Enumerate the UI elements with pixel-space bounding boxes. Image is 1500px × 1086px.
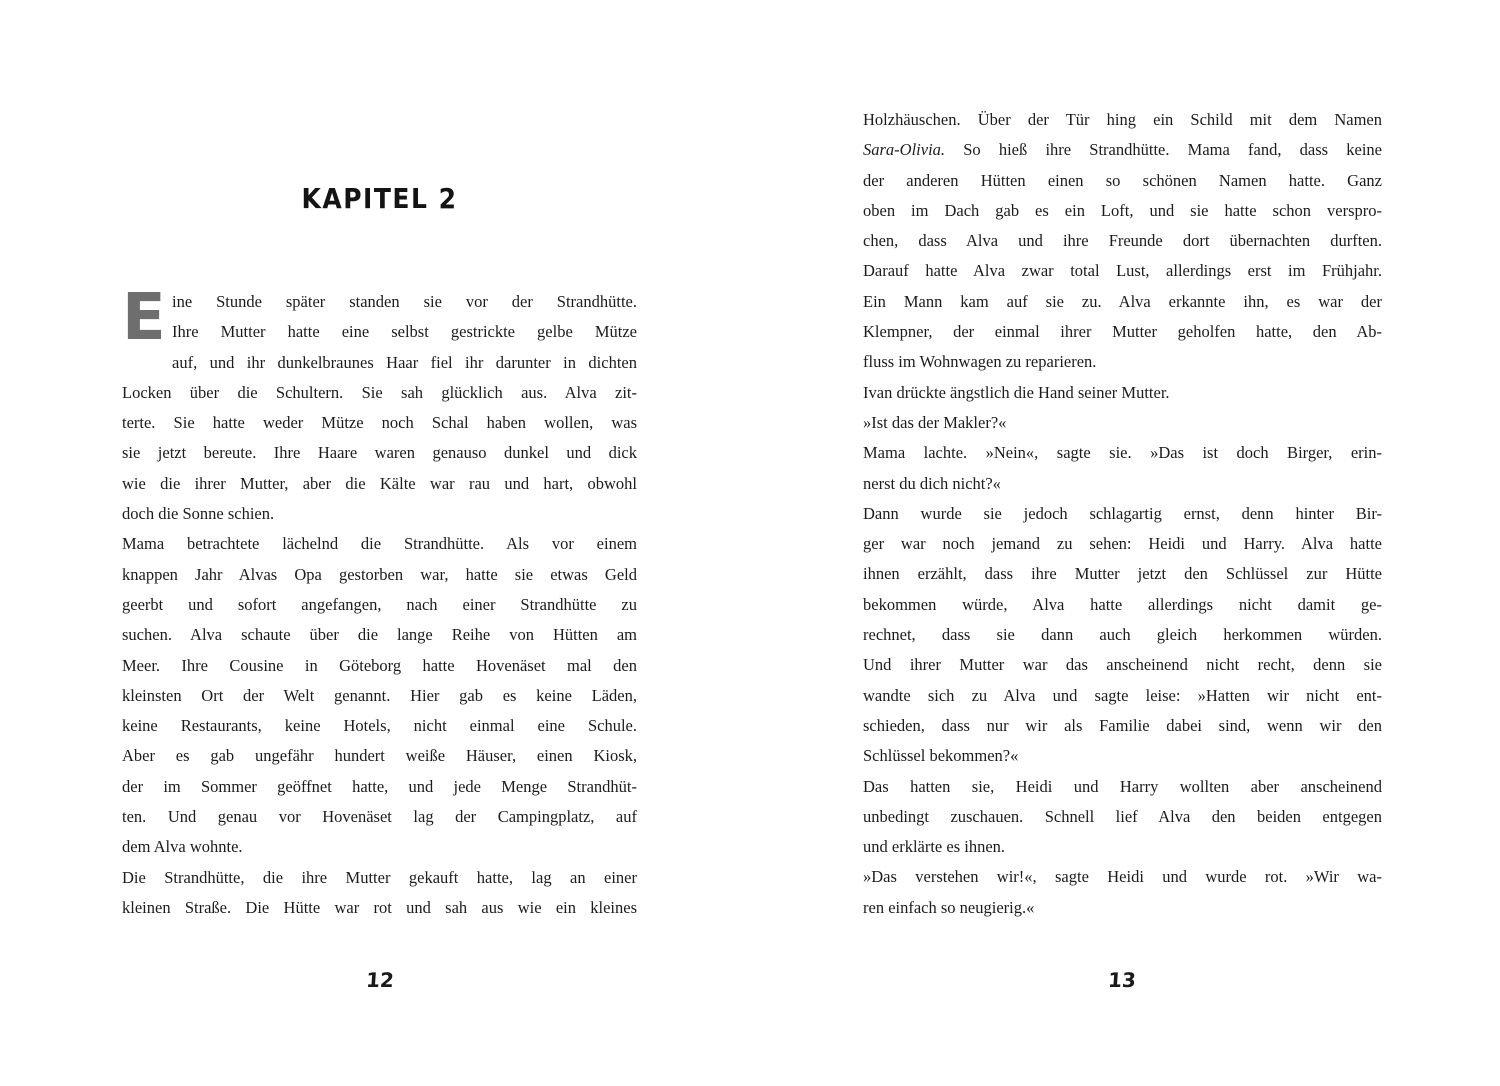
chapter-title: KAPITEL 2 (301, 182, 458, 215)
text-line: sie jetzt bereute. Ihre Haare waren genauso dunkel und dick (122, 443, 637, 463)
text-line: ine Stunde später standen sie vor der Strandhütte. (172, 292, 637, 311)
text-line: bekommen würde, Alva hatte allerdings nicht damit ge- (863, 594, 1382, 614)
text-line: chen, dass Alva und ihre Freunde dort übernachten durften. (863, 231, 1382, 251)
text-line: ihnen erzählt, dass ihre Mutter jetzt den Schlüssel zur Hütte (863, 564, 1382, 584)
text-line: Holzhäuschen. Über der Tür hing ein Schild mit dem Namen (863, 110, 1382, 129)
text-line: knappen Jahr Alvas Opa gestorben war, hatte sie etwas Geld (122, 564, 637, 584)
text-line: schieden, dass nur wir als Familie dabei sind, wenn wir den (863, 715, 1382, 735)
text-line: wie die ihrer Mutter, aber die Kälte war rau und hart, obwohl (122, 473, 637, 493)
text-line: »Ist das der Makler?« (863, 412, 1007, 432)
text-line: ren einfach so neugierig.« (863, 897, 1035, 917)
text-line: Klempner, der einmal ihrer Mutter geholfen hatte, den Ab- (863, 322, 1382, 342)
text-line: kleinsten Ort der Welt genannt. Hier gab es keine Läden, (122, 685, 637, 705)
text-line: ger war noch jemand zu sehen: Heidi und Harry. Alva hatte (863, 534, 1382, 554)
text-segment: So hieß ihre Strandhütte. Mama fand, dass keine (945, 140, 1382, 160)
text-line: ten. Und genau vor Hovenäset lag der Campingplatz, auf (122, 807, 637, 827)
text-line: »Das verstehen wir!«, sagte Heidi und wurde rot. »Wir wa- (863, 867, 1382, 887)
text-line: Ihre Mutter hatte eine selbst gestrickte gelbe Mütze (172, 322, 637, 342)
text-line: fluss im Wohnwagen zu reparieren. (863, 352, 1097, 372)
text-line: oben im Dach gab es ein Loft, und sie hatte schon verspro- (863, 200, 1382, 220)
text-line: Dann wurde sie jedoch schlagartig ernst, denn hinter Bir- (863, 503, 1382, 523)
text-line: geerbt und sofort angefangen, nach einer Strandhütte zu (122, 594, 637, 614)
text-line: rechnet, dass sie dann auch gleich herkommen würden. (863, 625, 1382, 645)
text-line: Mama lachte. »Nein«, sagte sie. »Das ist doch Birger, erin- (863, 443, 1382, 463)
page-number-right: 13 (1107, 968, 1137, 992)
drop-cap: E (122, 281, 166, 355)
text-line: terte. Sie hatte weder Mütze noch Schal haben wollen, was (122, 413, 637, 433)
text-line: Schlüssel bekommen?« (863, 746, 1019, 766)
text-line: Locken über die Schultern. Sie sah glücklich aus. Alva zit- (122, 382, 637, 402)
text-line: auf, und ihr dunkelbraunes Haar fiel ihr darunter in dichten (172, 352, 637, 372)
text-line: wandte sich zu Alva und sagte leise: »Hatten wir nicht ent- (863, 685, 1382, 705)
text-line: dem Alva wohnte. (122, 837, 243, 857)
text-line: und erklärte es ihnen. (863, 837, 1006, 857)
text-line: Mama betrachtete lächelnd die Strandhütte. Als vor einem (122, 534, 637, 554)
text-line: nerst du dich nicht?« (863, 473, 1001, 493)
text-line: kleinen Straße. Die Hütte war rot und sah aus wie ein kleines (122, 897, 637, 917)
text-line: unbedingt zuschauen. Schnell lief Alva den beiden entgegen (863, 806, 1382, 826)
text-line: Aber es gab ungefähr hundert weiße Häuser, einen Kiosk, (122, 746, 637, 766)
text-line: Darauf hatte Alva zwar total Lust, allerdings erst im Frühjahr. (863, 261, 1382, 281)
right-page-text (863, 105, 1382, 923)
text-line: keine Restaurants, keine Hotels, nicht einmal eine Schule. (122, 716, 637, 736)
text-line: Ein Mann kam auf sie zu. Alva erkannte ihn, es war der (863, 291, 1382, 311)
text-line: der anderen Hütten einen so schönen Namen hatte. Ganz (863, 170, 1382, 190)
page-number-left: 12 (365, 968, 395, 992)
text-line: Und ihrer Mutter war das anscheinend nicht recht, denn sie (863, 655, 1382, 675)
hut-name-italic: Sara-Olivia. (863, 140, 946, 160)
text-line: Meer. Ihre Cousine in Göteborg hatte Hovenäset mal den (122, 655, 637, 675)
text-line (863, 135, 1382, 165)
text-line: der im Sommer geöffnet hatte, und jede Menge Strandhüt- (122, 776, 637, 796)
text-line: Das hatten sie, Heidi und Harry wollten aber anscheinend (863, 776, 1382, 796)
text-line: Die Strandhütte, die ihre Mutter gekauft hatte, lag an einer (122, 867, 637, 887)
text-line: suchen. Alva schaute über die lange Reihe von Hütten am (122, 625, 637, 645)
text-line: Ivan drückte ängstlich die Hand seiner Mutter. (863, 382, 1170, 402)
text-line: doch die Sonne schien. (122, 504, 275, 524)
